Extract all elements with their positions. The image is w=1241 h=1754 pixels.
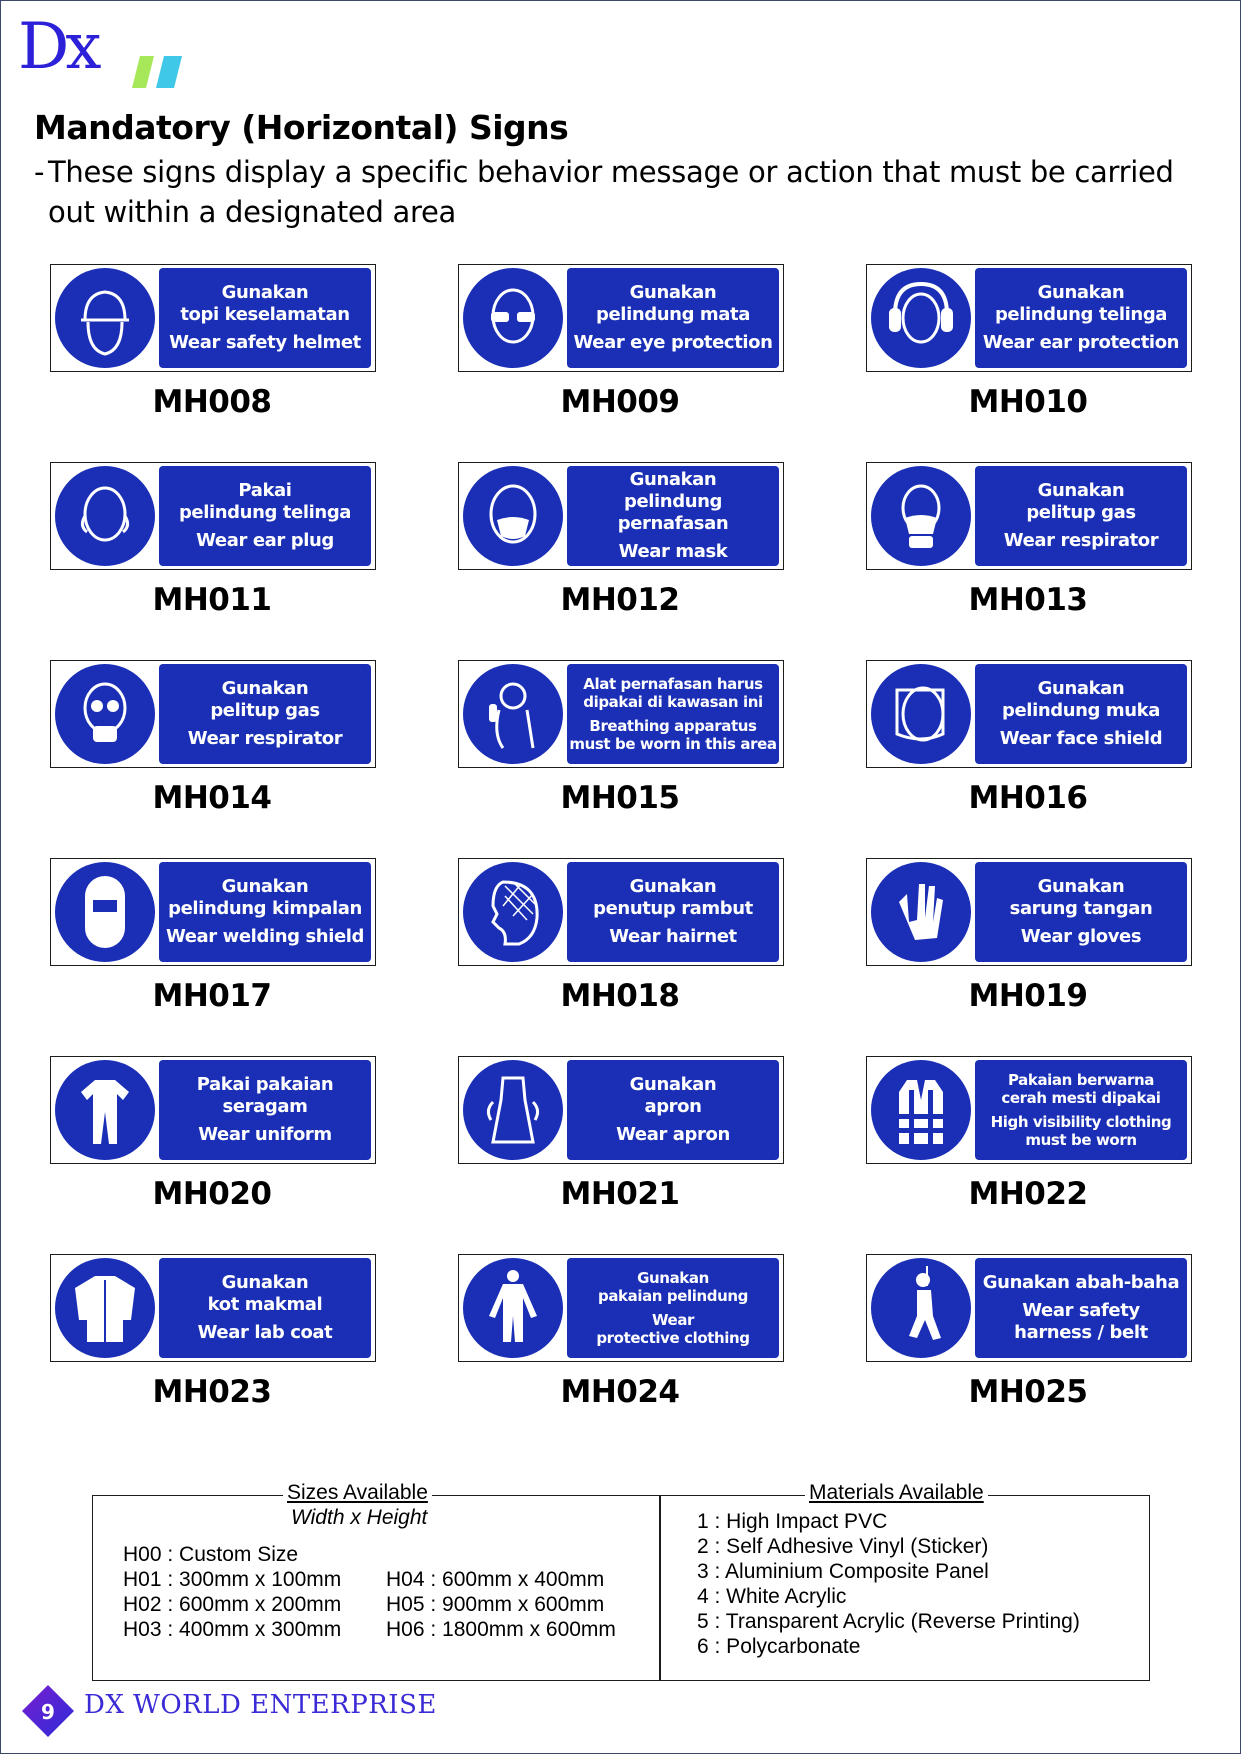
sizes-subtitle: Width x Height bbox=[291, 1506, 428, 1529]
sign-pictogram bbox=[55, 862, 155, 962]
sign-card bbox=[866, 462, 1241, 632]
respirator-icon bbox=[871, 466, 971, 566]
sign-board bbox=[50, 462, 376, 570]
apron-icon bbox=[463, 1060, 563, 1160]
sign-code: MH024 bbox=[560, 1374, 680, 1410]
sign-board bbox=[458, 660, 784, 768]
sign-board bbox=[50, 660, 376, 768]
sign-card bbox=[866, 1056, 1241, 1226]
sign-board bbox=[458, 858, 784, 966]
welding-shield-icon bbox=[55, 862, 155, 962]
sign-pictogram bbox=[55, 664, 155, 764]
sign-text-panel bbox=[567, 664, 779, 764]
sign-malay-text: Gunakan pelitup gas bbox=[1026, 480, 1136, 523]
sign-english-text: Wear apron bbox=[616, 1124, 730, 1145]
sign-pictogram bbox=[871, 466, 971, 566]
sign-malay-text: Gunakan penutup rambut bbox=[593, 876, 753, 919]
sign-malay-text: Gunakan pelitup gas bbox=[210, 678, 320, 721]
sign-text-panel bbox=[567, 1060, 779, 1160]
sign-english-text: Wear ear plug bbox=[196, 530, 334, 551]
sign-malay-text: Gunakan pelindung telinga bbox=[994, 282, 1168, 325]
sign-malay-text: Gunakan abah-baha bbox=[982, 1272, 1180, 1293]
sign-card bbox=[866, 858, 1241, 1028]
sign-text-panel bbox=[159, 268, 371, 368]
sign-pictogram bbox=[55, 1258, 155, 1358]
sign-malay-text: Gunakan pelindung muka bbox=[1002, 678, 1160, 721]
size-item: H01 : 300mm x 100mm bbox=[123, 1568, 342, 1591]
full-face-respirator-icon bbox=[55, 664, 155, 764]
hairnet-icon bbox=[463, 862, 563, 962]
sign-code: MH008 bbox=[152, 384, 272, 420]
uniform-icon bbox=[55, 1060, 155, 1160]
sign-board bbox=[866, 1254, 1192, 1362]
sign-malay-text: Pakai pelindung telinga bbox=[178, 480, 352, 523]
sign-code: MH014 bbox=[152, 780, 272, 816]
sign-card bbox=[866, 264, 1241, 434]
sign-code: MH010 bbox=[968, 384, 1088, 420]
sign-text-panel bbox=[159, 466, 371, 566]
sign-board bbox=[458, 1056, 784, 1164]
sign-board bbox=[866, 1056, 1192, 1164]
sign-pictogram bbox=[463, 664, 563, 764]
sign-text-panel bbox=[975, 268, 1187, 368]
sign-pictogram bbox=[463, 1258, 563, 1358]
material-item: 2 : Self Adhesive Vinyl (Sticker) bbox=[697, 1535, 989, 1558]
description-dash: - bbox=[34, 155, 45, 189]
sign-english-text: Wear protective clothing bbox=[596, 1311, 750, 1347]
protective-clothing-icon bbox=[463, 1258, 563, 1358]
specifications-divider bbox=[659, 1496, 661, 1680]
sign-code: MH025 bbox=[968, 1374, 1088, 1410]
sign-board bbox=[50, 858, 376, 966]
sign-english-text: Wear lab coat bbox=[197, 1322, 333, 1343]
page-number: 9 bbox=[41, 1700, 55, 1724]
sign-malay-text: Gunakan sarung tangan bbox=[1009, 876, 1153, 919]
sign-malay-text: Alat pernafasan harus dipakai di kawasan ini bbox=[583, 675, 763, 711]
sign-text-panel bbox=[567, 1258, 779, 1358]
logo-text: Dx bbox=[18, 10, 98, 84]
page-number-badge bbox=[20, 1683, 76, 1739]
sign-malay-text: Gunakan pakaian pelindung bbox=[597, 1269, 749, 1305]
sign-card bbox=[458, 1254, 838, 1424]
sign-malay-text: Gunakan apron bbox=[629, 1074, 717, 1117]
sign-english-text: Wear welding shield bbox=[165, 926, 365, 947]
sign-english-text: Wear hairnet bbox=[609, 926, 737, 947]
sign-english-text: Wear mask bbox=[618, 541, 728, 562]
sign-card bbox=[50, 858, 430, 1028]
size-item: H06 : 1800mm x 600mm bbox=[386, 1618, 616, 1641]
sign-pictogram bbox=[55, 268, 155, 368]
sign-board bbox=[866, 264, 1192, 372]
sign-english-text: Wear safety harness / belt bbox=[1014, 1300, 1148, 1343]
sign-board bbox=[458, 462, 784, 570]
sign-malay-text: Gunakan pelindung mata bbox=[596, 282, 750, 325]
sign-card bbox=[866, 660, 1241, 830]
sign-text-panel bbox=[567, 466, 779, 566]
sign-card bbox=[866, 1254, 1241, 1424]
sign-card bbox=[458, 858, 838, 1028]
sign-text-panel bbox=[975, 1258, 1187, 1358]
sign-malay-text: Gunakan pelindung pernafasan bbox=[617, 469, 729, 534]
sign-english-text: Breathing apparatus must be worn in this area bbox=[569, 717, 777, 753]
sign-english-text: Wear respirator bbox=[187, 728, 343, 749]
material-item: 6 : Polycarbonate bbox=[697, 1635, 861, 1658]
ear-plug-icon bbox=[55, 466, 155, 566]
sign-english-text: Wear respirator bbox=[1003, 530, 1159, 551]
sign-text-panel bbox=[975, 664, 1187, 764]
sign-malay-text: Gunakan pelindung kimpalan bbox=[168, 876, 362, 919]
sign-text-panel bbox=[975, 466, 1187, 566]
breathing-apparatus-icon bbox=[463, 664, 563, 764]
sign-card bbox=[458, 462, 838, 632]
size-item: H02 : 600mm x 200mm bbox=[123, 1593, 342, 1616]
sign-code: MH022 bbox=[968, 1176, 1088, 1212]
sign-code: MH012 bbox=[560, 582, 680, 618]
safety-helmet-icon bbox=[55, 268, 155, 368]
size-item: H04 : 600mm x 400mm bbox=[386, 1568, 605, 1591]
company-name: DX WORLD ENTERPRISE bbox=[84, 1690, 437, 1720]
sign-card bbox=[50, 462, 430, 632]
sign-board bbox=[866, 858, 1192, 966]
sign-code: MH011 bbox=[152, 582, 272, 618]
sign-text-panel bbox=[159, 664, 371, 764]
sign-board bbox=[458, 1254, 784, 1362]
sign-code: MH017 bbox=[152, 978, 272, 1014]
sign-malay-text: Gunakan topi keselamatan bbox=[180, 282, 350, 325]
sign-code: MH021 bbox=[560, 1176, 680, 1212]
sign-pictogram bbox=[55, 466, 155, 566]
sign-board bbox=[50, 264, 376, 372]
sign-text-panel bbox=[159, 1060, 371, 1160]
sign-text-panel bbox=[567, 268, 779, 368]
sign-code: MH020 bbox=[152, 1176, 272, 1212]
sign-pictogram bbox=[55, 1060, 155, 1160]
size-item: H03 : 400mm x 300mm bbox=[123, 1618, 342, 1641]
sign-board bbox=[866, 660, 1192, 768]
sign-english-text: Wear eye protection bbox=[573, 332, 773, 353]
sign-card bbox=[50, 1056, 430, 1226]
sign-code: MH016 bbox=[968, 780, 1088, 816]
sign-pictogram bbox=[871, 1060, 971, 1160]
sign-card bbox=[50, 1254, 430, 1424]
mask-icon bbox=[463, 466, 563, 566]
sign-board bbox=[458, 264, 784, 372]
sign-code: MH009 bbox=[560, 384, 680, 420]
sign-malay-text: Pakai pakaian seragam bbox=[196, 1074, 334, 1117]
sign-card bbox=[458, 1056, 838, 1226]
sign-text-panel bbox=[159, 862, 371, 962]
sign-pictogram bbox=[871, 862, 971, 962]
sign-pictogram bbox=[463, 862, 563, 962]
sign-pictogram bbox=[463, 1060, 563, 1160]
sign-code: MH023 bbox=[152, 1374, 272, 1410]
sign-pictogram bbox=[871, 664, 971, 764]
sign-english-text: High visibility clothing must be worn bbox=[990, 1113, 1172, 1149]
sign-pictogram bbox=[871, 1258, 971, 1358]
sign-board bbox=[866, 462, 1192, 570]
sign-text-panel bbox=[975, 1060, 1187, 1160]
lab-coat-icon bbox=[55, 1258, 155, 1358]
sign-english-text: Wear ear protection bbox=[982, 332, 1180, 353]
materials-heading: Materials Available bbox=[805, 1481, 988, 1505]
sign-malay-text: Gunakan kot makmal bbox=[207, 1272, 323, 1315]
sign-pictogram bbox=[463, 268, 563, 368]
sign-card bbox=[50, 264, 430, 434]
sizes-heading: Sizes Available bbox=[283, 1481, 432, 1505]
sign-board bbox=[50, 1254, 376, 1362]
safety-harness-icon bbox=[871, 1258, 971, 1358]
sign-english-text: Wear face shield bbox=[999, 728, 1163, 749]
sign-pictogram bbox=[871, 268, 971, 368]
high-visibility-vest-icon bbox=[871, 1060, 971, 1160]
material-item: 4 : White Acrylic bbox=[697, 1585, 847, 1608]
sign-english-text: Wear safety helmet bbox=[169, 332, 361, 353]
sign-text-panel bbox=[567, 862, 779, 962]
material-item: 3 : Aluminium Composite Panel bbox=[697, 1560, 989, 1583]
page-title: Mandatory (Horizontal) Signs bbox=[34, 108, 569, 147]
sign-pictogram bbox=[463, 466, 563, 566]
sign-malay-text: Pakaian berwarna cerah mesti dipakai bbox=[1001, 1071, 1161, 1107]
sign-code: MH018 bbox=[560, 978, 680, 1014]
sign-english-text: Wear gloves bbox=[1020, 926, 1142, 947]
sign-card bbox=[50, 660, 430, 830]
specifications-box bbox=[92, 1481, 1150, 1681]
sign-text-panel bbox=[159, 1258, 371, 1358]
sign-code: MH013 bbox=[968, 582, 1088, 618]
ear-protection-icon bbox=[871, 268, 971, 368]
sign-code: MH015 bbox=[560, 780, 680, 816]
size-item: H00 : Custom Size bbox=[123, 1543, 299, 1566]
sign-card bbox=[458, 660, 838, 830]
sign-board bbox=[50, 1056, 376, 1164]
sign-card bbox=[458, 264, 838, 434]
sign-english-text: Wear uniform bbox=[198, 1124, 332, 1145]
eye-protection-icon bbox=[463, 268, 563, 368]
description-text: These signs display a specific behavior message or action that must be carried out within a designated area bbox=[48, 155, 1174, 229]
size-item: H05 : 900mm x 600mm bbox=[386, 1593, 605, 1616]
material-item: 1 : High Impact PVC bbox=[697, 1510, 888, 1533]
gloves-icon bbox=[871, 862, 971, 962]
sign-code: MH019 bbox=[968, 978, 1088, 1014]
sign-text-panel bbox=[975, 862, 1187, 962]
face-shield-icon bbox=[871, 664, 971, 764]
material-item: 5 : Transparent Acrylic (Reverse Printing) bbox=[697, 1610, 1080, 1633]
